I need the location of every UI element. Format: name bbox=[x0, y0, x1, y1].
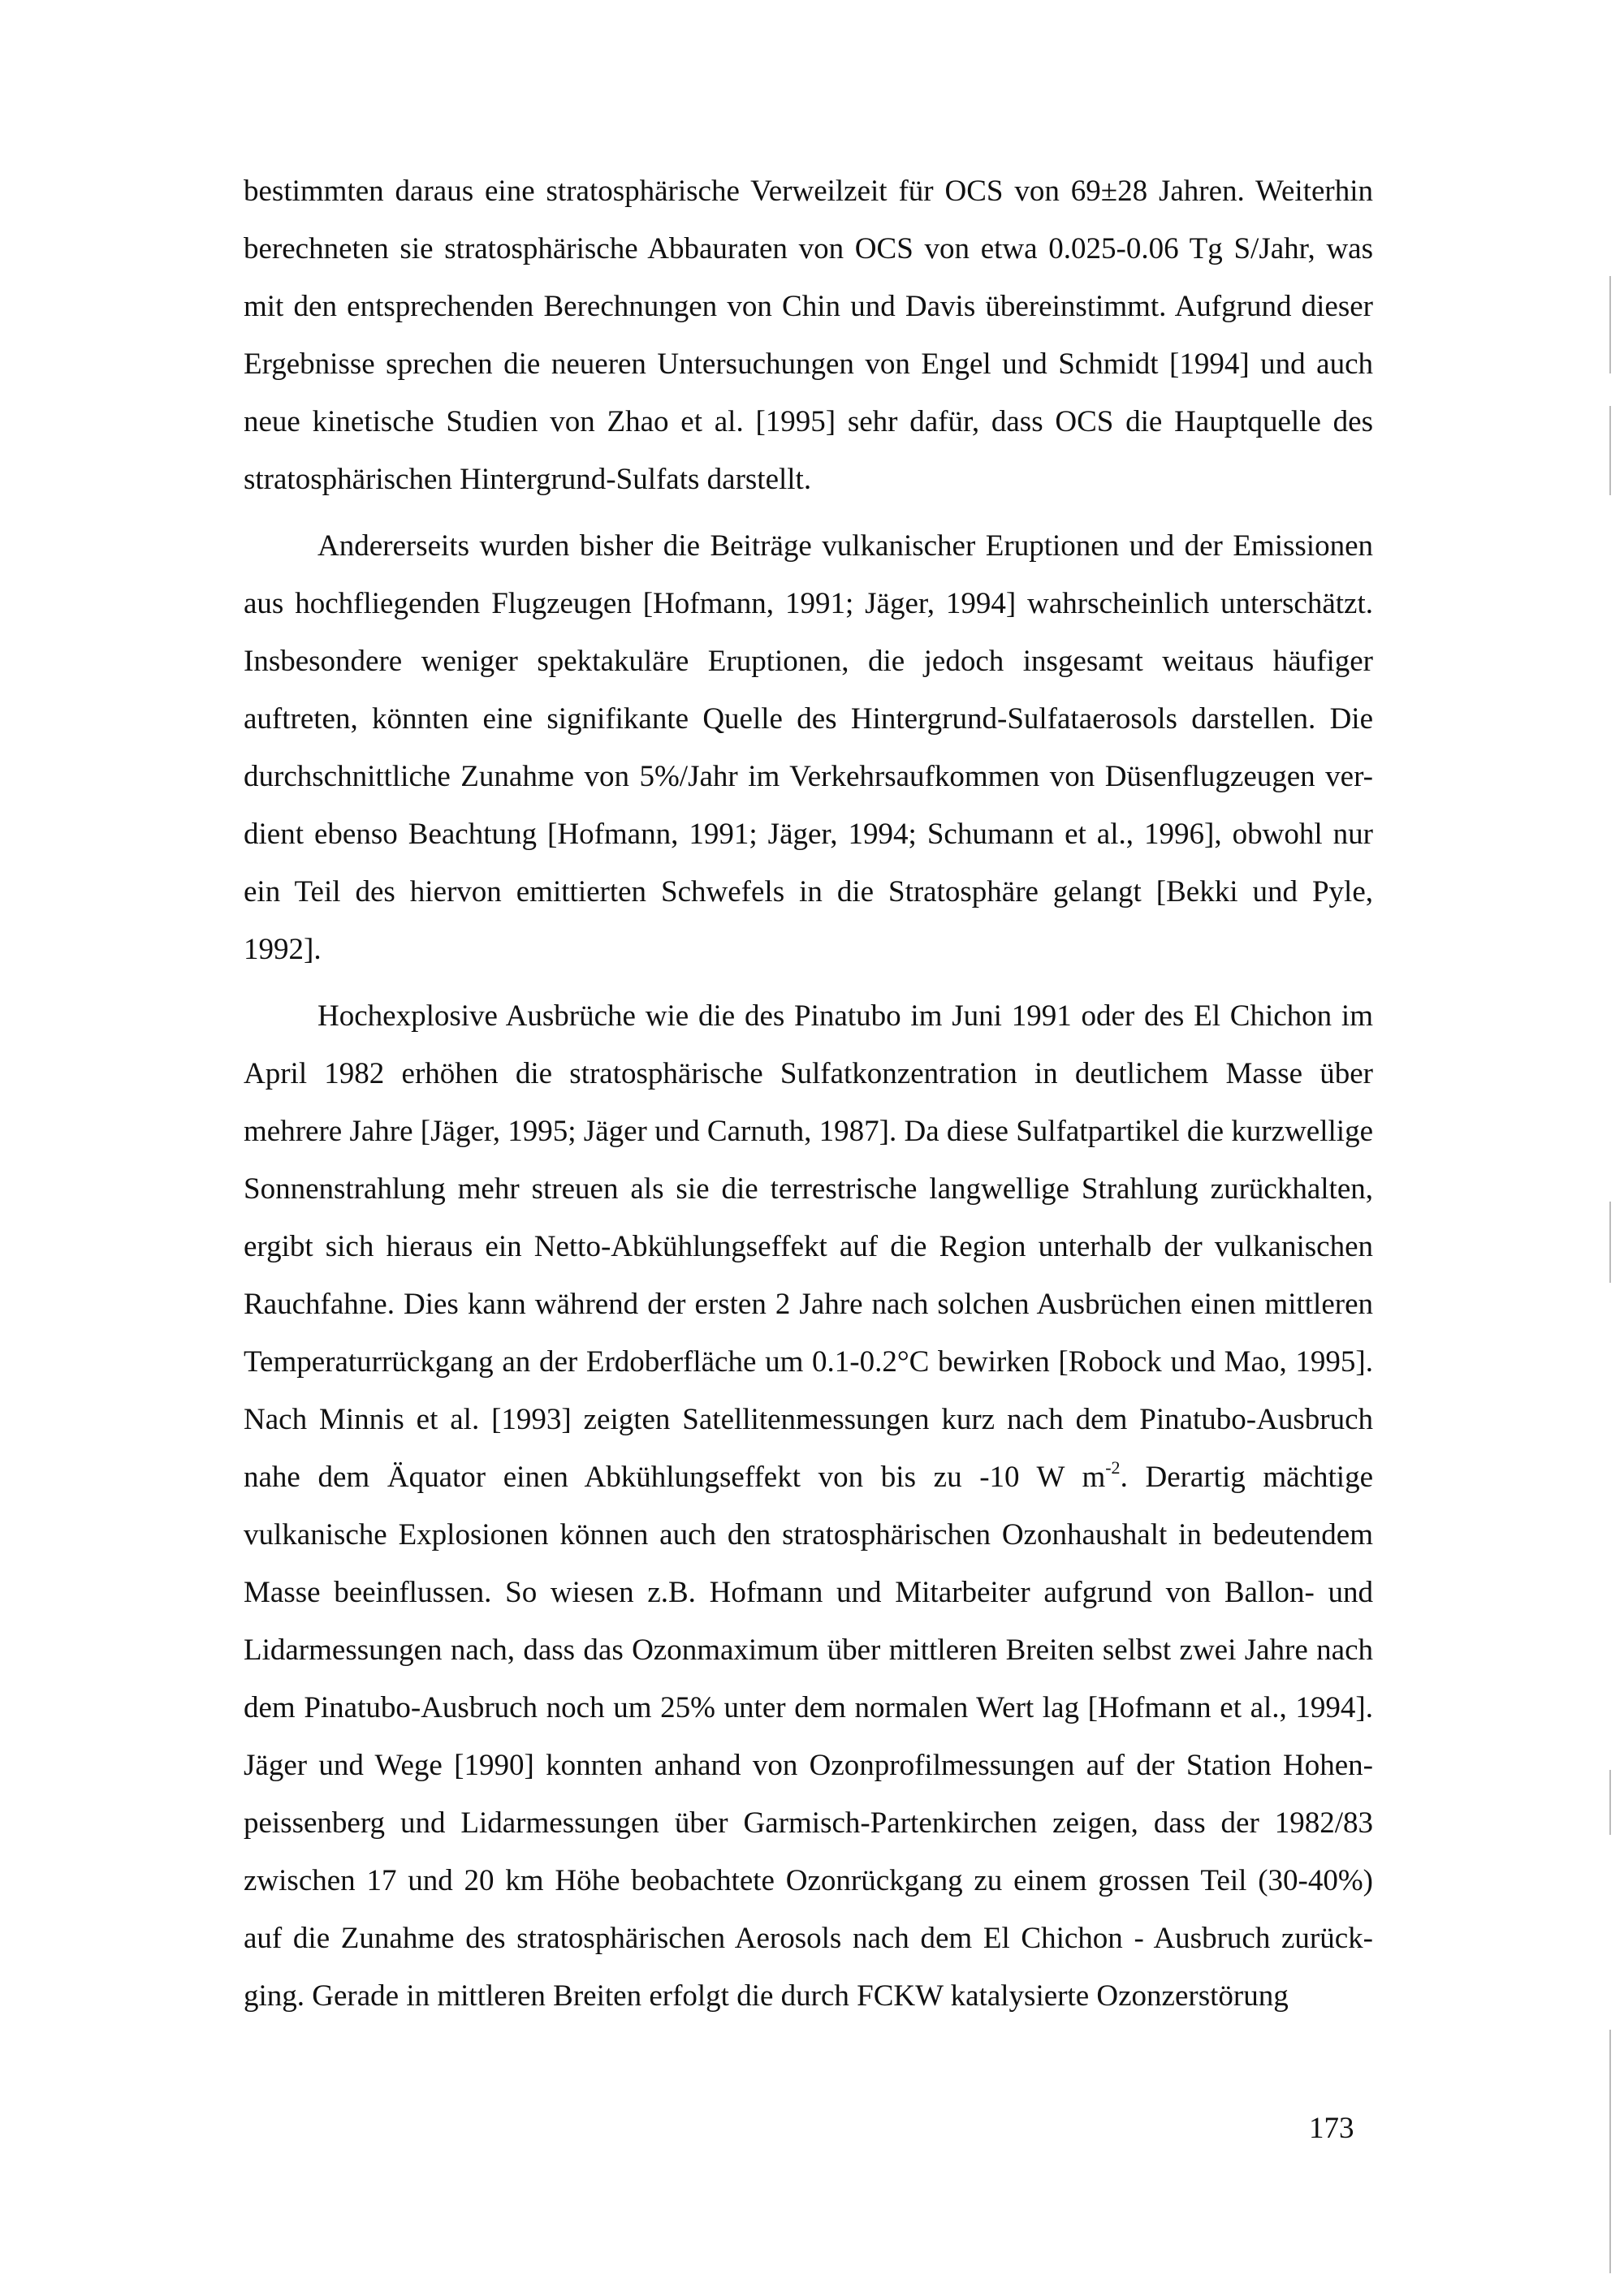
scan-artifact-line bbox=[1609, 406, 1611, 495]
text-line: durchschnittliche Zunahme von 5%/Jahr im Verkehrsaufkommen von Düsenflugzeugen ver- bbox=[244, 760, 1373, 793]
text-line: mehrere Jahre [Jäger, 1995; Jäger und Carnuth, 1987]. Da diese Sulfatpartikel die kurzwellige bbox=[244, 1115, 1373, 1148]
text-line: ergibt sich hieraus ein Netto-Abkühlungseffekt auf die Region unterhalb der vulkanischen bbox=[244, 1230, 1373, 1263]
paragraph bbox=[244, 517, 1373, 978]
text-line: Temperaturrückgang an der Erdoberfläche um 0.1-0.2°C bewirken [Robock und Mao, 1995]. bbox=[244, 1345, 1373, 1379]
text-line: Lidarmessungen nach, dass das Ozonmaximum über mittleren Breiten selbst zwei Jahre nach bbox=[244, 1634, 1373, 1667]
text-line: Jäger und Wege [1990] konnten anhand von Ozonprofilmessungen auf der Station Hohen- bbox=[244, 1749, 1373, 1782]
text-line: peissenberg und Lidarmessungen über Garmisch-Partenkirchen zeigen, dass der 1982/83 bbox=[244, 1806, 1373, 1840]
text-segment: nahe dem Äquator einen Abkühlungseffekt von bis zu -10 W m bbox=[244, 1461, 1106, 1494]
text-line: bestimmten daraus eine stratosphärische Verweilzeit für OCS von 69±28 Jahren. Weiterhin bbox=[244, 175, 1373, 208]
scan-artifact-line bbox=[1609, 1770, 1611, 1835]
text-line: April 1982 erhöhen die stratosphärische Sulfatkonzentration in deutlichem Masse über bbox=[244, 1057, 1373, 1090]
text-line: zwischen 17 und 20 km Höhe beobachtete Ozonrückgang zu einem grossen Teil (30-40%) bbox=[244, 1864, 1373, 1897]
page-number: 173 bbox=[1309, 2112, 1354, 2145]
text-line: neue kinetische Studien von Zhao et al. [1995] sehr dafür, dass OCS die Hauptquelle des bbox=[244, 405, 1373, 438]
text-line: aus hochfliegenden Flugzeugen [Hofmann, 1991; Jäger, 1994] wahrscheinlich unterschätzt. bbox=[244, 587, 1373, 620]
text-line: Rauchfahne. Dies kann während der ersten 2 Jahre nach solchen Ausbrüchen einen mittleren bbox=[244, 1288, 1373, 1321]
text-line: mit den entsprechenden Berechnungen von Chin und Davis übereinstimmt. Aufgrund dieser bbox=[244, 290, 1373, 323]
text-line: dem Pinatubo-Ausbruch noch um 25% unter dem normalen Wert lag [Hofmann et al., 1994]. bbox=[244, 1691, 1373, 1724]
text-line: berechneten sie stratosphärische Abbauraten von OCS von etwa 0.025-0.06 Tg S/Jahr, was bbox=[244, 232, 1373, 265]
text-line: dient ebenso Beachtung [Hofmann, 1991; Jäger, 1994; Schumann et al., 1996], obwohl nur bbox=[244, 818, 1373, 851]
text-line: auf die Zunahme des stratosphärischen Aerosols nach dem El Chichon - Ausbruch zurück- bbox=[244, 1922, 1373, 1955]
text-segment: . Derartig mächtige bbox=[1120, 1461, 1373, 1494]
text-line: Insbesondere weniger spektakuläre Eruptionen, die jedoch insgesamt weitaus häufiger bbox=[244, 645, 1373, 678]
scan-artifact-line bbox=[1609, 276, 1611, 373]
text-line: Masse beeinflussen. So wiesen z.B. Hofmann und Mitarbeiter aufgrund von Ballon- und bbox=[244, 1576, 1373, 1609]
text-line: Nach Minnis et al. [1993] zeigten Satellitenmessungen kurz nach dem Pinatubo-Ausbruch bbox=[244, 1403, 1373, 1436]
text-line: Sonnenstrahlung mehr streuen als sie die terrestrische langwellige Strahlung zurückhalten, bbox=[244, 1172, 1373, 1206]
text-line: vulkanische Explosionen können auch den stratosphärischen Ozonhaushalt in bedeutendem bbox=[244, 1518, 1373, 1552]
text-line: stratosphärischen Hintergrund-Sulfats darstellt. bbox=[244, 463, 812, 496]
text-line: 1992]. bbox=[244, 933, 322, 966]
superscript: -2 bbox=[1105, 1457, 1121, 1478]
text-line bbox=[244, 1448, 1373, 1506]
paragraph bbox=[244, 162, 1373, 508]
text-line: Andererseits wurden bisher die Beiträge vulkanischer Eruptionen und der Emissionen bbox=[317, 529, 1373, 563]
text-line: ein Teil des hiervon emittierten Schwefels in die Stratosphäre gelangt [Bekki und Pyle, bbox=[244, 875, 1373, 908]
text-line: Hochexplosive Ausbrüche wie die des Pinatubo im Juni 1991 oder des El Chichon im bbox=[317, 999, 1373, 1033]
text-line: auftreten, könnten eine signifikante Quelle des Hintergrund-Sulfataerosols darstellen. Die bbox=[244, 702, 1373, 736]
body-text bbox=[244, 162, 1373, 2025]
paragraph bbox=[244, 987, 1373, 2025]
scan-artifact-line bbox=[1609, 2030, 1611, 2273]
text-line: Ergebnisse sprechen die neueren Untersuchungen von Engel und Schmidt [1994] und auch bbox=[244, 347, 1373, 381]
scan-artifact-line bbox=[1609, 1202, 1611, 1283]
text-line: ging. Gerade in mittleren Breiten erfolgt die durch FCKW katalysierte Ozonzerstörung bbox=[244, 1979, 1289, 2013]
